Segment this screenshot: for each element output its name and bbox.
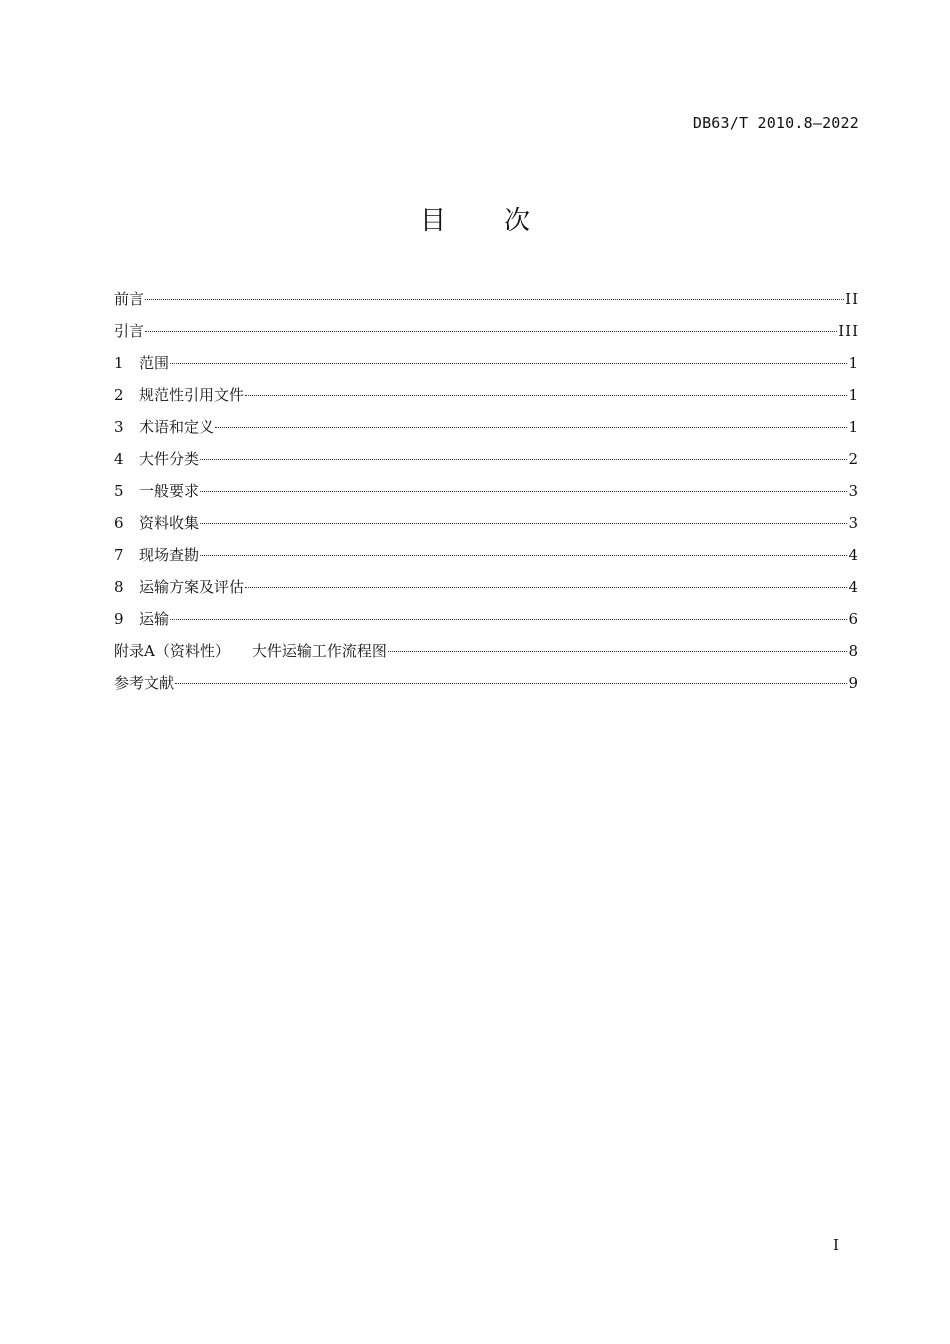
toc-entry-label: 大件分类 [139, 450, 200, 468]
toc-leader-dots [245, 395, 847, 396]
toc-entry-label: 规范性引用文件 [139, 386, 245, 404]
toc-leader-dots [245, 587, 847, 588]
toc-entry-number: 8 [114, 578, 124, 596]
title-char-1: 目 [419, 206, 446, 236]
toc-entry-label: 参考文献 [114, 674, 175, 692]
toc-leader-dots [200, 459, 847, 460]
toc-entry-label [114, 641, 387, 661]
toc-entry-terms-definitions[interactable] [114, 417, 859, 449]
toc-entry-label: 现场查勘 [139, 546, 200, 564]
toc-entry-label: 术语和定义 [139, 418, 215, 436]
toc-entry-page: 8 [848, 642, 859, 660]
toc-entry-normative-references[interactable] [114, 385, 859, 417]
toc-leader-dots [170, 363, 847, 364]
toc-entry-transport[interactable] [114, 609, 859, 641]
toc-entry-page: III [838, 322, 859, 340]
toc-entry-page: 1 [848, 418, 859, 436]
toc-leader-dots [145, 299, 844, 300]
toc-entry-page: 1 [848, 386, 859, 404]
table-of-contents [114, 289, 859, 705]
toc-leader-dots [215, 427, 847, 428]
toc-entry-number: 2 [114, 386, 124, 404]
toc-entry-label: 运输方案及评估 [139, 578, 245, 596]
toc-entry-page: 2 [848, 450, 859, 468]
toc-entry-number: 1 [114, 354, 124, 372]
toc-entry-page: II [845, 290, 859, 308]
toc-entry-scope[interactable] [114, 353, 859, 385]
toc-entry-page: 1 [848, 354, 859, 372]
document-code: DB63/T 2010.8—2022 [692, 114, 859, 132]
toc-entry-foreword[interactable] [114, 289, 859, 321]
toc-entry-label: 运输 [139, 610, 170, 628]
toc-leader-dots [200, 491, 847, 492]
toc-entry-number: 3 [114, 418, 124, 436]
toc-entry-label: 资料收集 [139, 514, 200, 532]
toc-entry-label: 前言 [114, 290, 145, 308]
toc-leader-dots [200, 523, 847, 524]
page-title [0, 200, 950, 237]
toc-entry-bibliography[interactable] [114, 673, 859, 705]
toc-entry-transport-plan[interactable] [114, 577, 859, 609]
toc-entry-general-requirements[interactable] [114, 481, 859, 513]
toc-entry-page: 6 [848, 610, 859, 628]
toc-entry-data-collection[interactable] [114, 513, 859, 545]
toc-entry-page: 3 [848, 514, 859, 532]
toc-entry-page: 4 [848, 546, 859, 564]
toc-entry-classification[interactable] [114, 449, 859, 481]
title-char-2: 次 [504, 206, 531, 236]
appendix-title: 大件运输工作流程图 [251, 642, 387, 660]
toc-entry-page: 4 [848, 578, 859, 596]
toc-leader-dots [200, 555, 847, 556]
toc-entry-number: 5 [114, 482, 124, 500]
toc-leader-dots [170, 619, 847, 620]
appendix-label: 附录A（资料性） [114, 642, 230, 660]
toc-entry-label: 引言 [114, 322, 145, 340]
toc-leader-dots [145, 331, 837, 332]
toc-entry-number: 9 [114, 610, 124, 628]
toc-leader-dots [175, 683, 847, 684]
toc-entry-number: 4 [114, 450, 124, 468]
toc-entry-label: 范围 [139, 354, 170, 372]
toc-entry-page: 9 [848, 674, 859, 692]
page-number: I [833, 1236, 839, 1254]
toc-entry-page: 3 [848, 482, 859, 500]
toc-entry-label: 一般要求 [139, 482, 200, 500]
toc-entry-appendix-a[interactable] [114, 641, 859, 673]
toc-entry-introduction[interactable] [114, 321, 859, 353]
toc-leader-dots [388, 651, 848, 652]
toc-entry-site-survey[interactable] [114, 545, 859, 577]
toc-entry-number: 7 [114, 546, 124, 564]
toc-entry-number: 6 [114, 514, 124, 532]
